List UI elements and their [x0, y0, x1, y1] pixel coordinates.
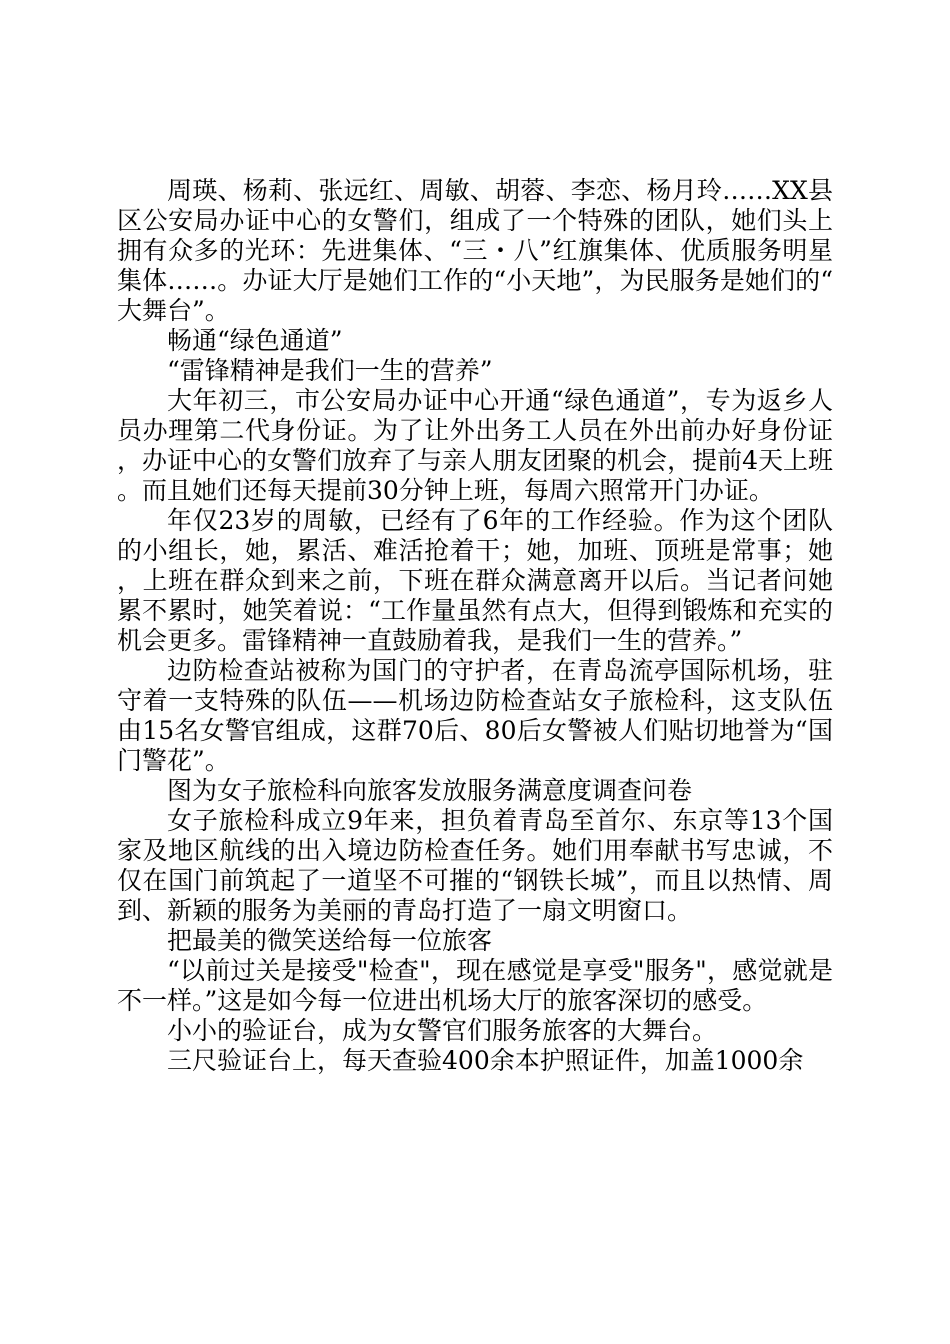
- subheading-green-channel: 畅通“绿色通道”: [167, 326, 343, 355]
- paragraph-quote: “以前过关是接受"检查"，现在感觉是享受"服务"，感觉就是不一样。”这是如今每一位进出机场大厅的旅客深切的感受。: [117, 956, 833, 1015]
- paragraph-zhou-min: 年仅23岁的周敏，已经有了6年的工作经验。作为这个团队的小组长，她，累活、难活抢着干；她，加班、顶班是常事；她，上班在群众到来之前，下班在群众满意离开以后。当记者问她累不累时，她笑着说：“工作量虽然有点大，但得到锻炼和充实的机会更多。雷锋精神一直鼓励着我，是我们一生的营养。”: [117, 506, 833, 655]
- photo-caption: 图为女子旅检科向旅客发放服务满意度调查问卷: [167, 776, 693, 805]
- paragraph-counter: 小小的验证台，成为女警官们服务旅客的大舞台。: [167, 1016, 718, 1045]
- paragraph-intro: 周瑛、杨莉、张远红、周敏、胡蓉、李恋、杨月玲……XX县区公安局办证中心的女警们，组成了一个特殊的团队，她们头上拥有众多的光环：先进集体、“三・八”红旗集体、优质服务明星集体……。办证大厅是她们工作的“小天地”，为民服务是她们的“大舞台”。: [117, 176, 833, 325]
- subheading-leifeng-spirit: “雷锋精神是我们一生的营养”: [167, 356, 493, 385]
- paragraph-border-station: 边防检查站被称为国门的守护者，在青岛流亭国际机场，驻守着一支特殊的队伍——机场边防检查站女子旅检科，这支队伍由15名女警官组成，这群70后、80后女警被人们贴切地誉为“国门警花”。: [117, 656, 833, 775]
- document-page: [117, 176, 833, 1076]
- paragraph-daily-checks: 三尺验证台上，每天查验400余本护照证件，加盖1000余: [167, 1046, 804, 1075]
- paragraph-new-year: 大年初三，市公安局办证中心开通“绿色通道”，专为返乡人员办理第二代身份证。为了让外出务工人员在外出前办好身份证，办证中心的女警们放弃了与亲人朋友团聚的机会，提前4天上班。而且她们还每天提前30分钟上班，每周六照常开门办证。: [117, 386, 833, 505]
- paragraph-nine-years: 女子旅检科成立9年来，担负着青岛至首尔、东京等13个国家及地区航线的出入境边防检查任务。她们用奉献书写忠诚，不仅在国门前筑起了一道坚不可摧的“钢铁长城”，而且以热情、周到、新颖的服务为美丽的青岛打造了一扇文明窗口。: [117, 806, 833, 925]
- subheading-smile: 把最美的微笑送给每一位旅客: [167, 926, 493, 955]
